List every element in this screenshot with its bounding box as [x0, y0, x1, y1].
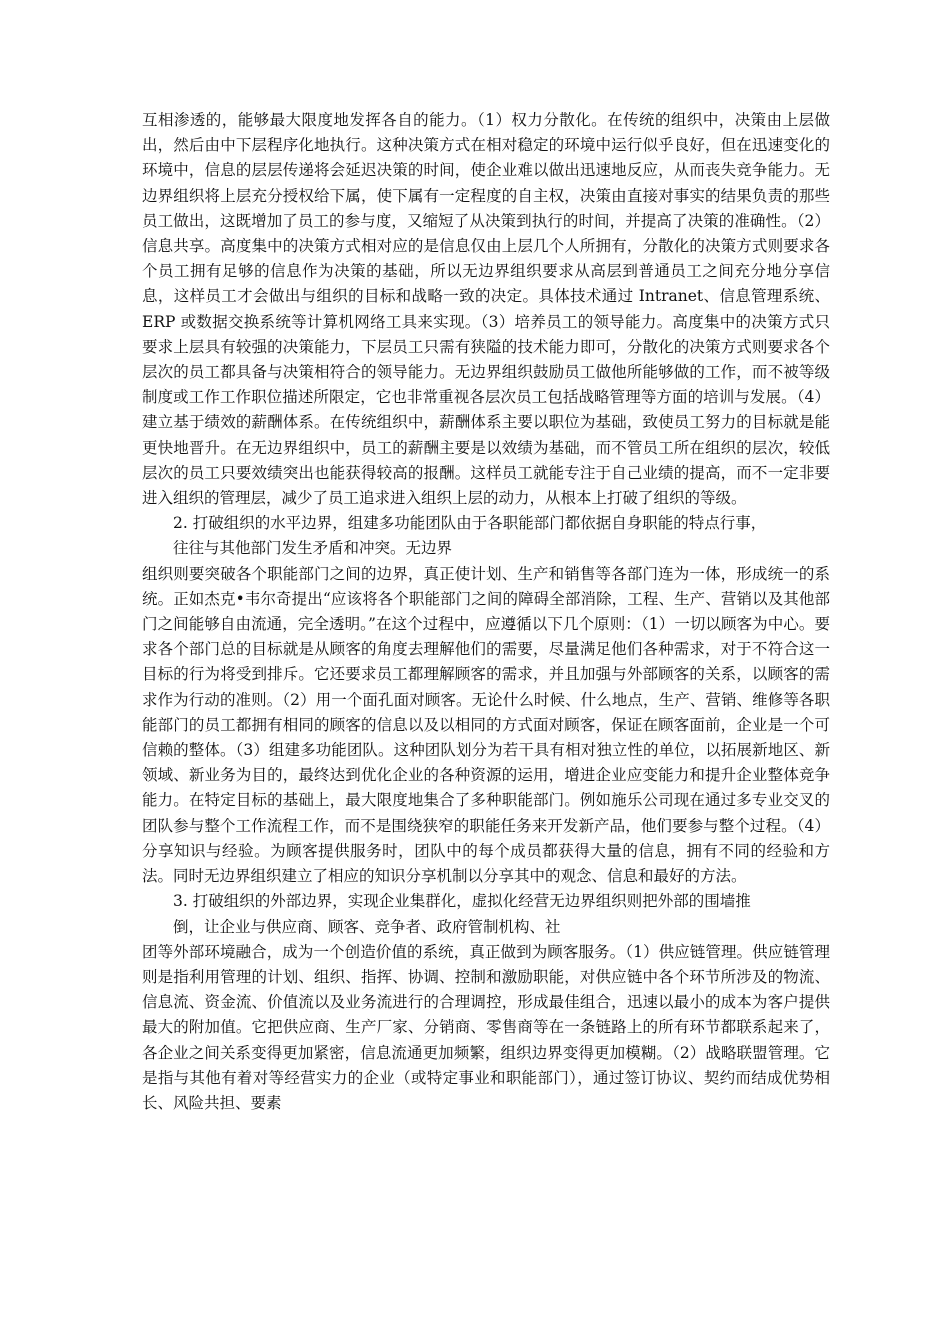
paragraph-1: 互相渗透的，能够最大限度地发挥各自的能力。（1）权力分散化。在传统的组织中，决策由上层做出，然后由中下层程序化地执行。这种决策方式在相对稳定的环境中运行似乎良好，但在迅速变化的环境中，信息的层层传递将会延迟决策的时间，使企业难以做出迅速地反应，从而丧失竞争能力。无边界组织将上层充分授权给下属，使下属有一定程度的自主权，决策由直接对事实的结果负责的那些员工做出，这既增加了员工的参与度，又缩短了从决策到执行的时间，并提高了决策的准确性。（2）信息共享。高度集中的决策方式相对应的是信息仅由上层几个人所拥有，分散化的决策方式则要求各个员工拥有足够的信息作为决策的基础，所以无边界组织要求从高层到普通员工之间充分地分享信息，这样员工才会做出与组织的目标和战略一致的决定。具体技术通过 Intranet、信息管理系统、ERP 或数据交换系统等计算机网络工具来实现。（3）培养员工的领导能力。高度集中的决策方式只要求上层具有较强的决策能力，下层员工只需有狭隘的技术能力即可，分散化的决策方式则要求各个层次的员工都具备与决策相符合的领导能力。无边界组织鼓励员工做他所能够做的工作，而不被等级制度或工作工作职位描述所限定，它也非常重视各层次员工包括战略管理等方面的培训与发展。（4）建立基于绩效的薪酬体系。在传统组织中，薪酬体系主要以职位为基础，致使员工努力的目标就是能更快地晋升。在无边界组织中，员工的薪酬主要是以效绩为基础，而不管员工所在组织的层次，较低层次的员工只要效绩突出也能获得较高的报酬。这样员工就能专注于自己业绩的提高，而不一定非要进入组织的管理层，减少了员工追求进入组织上层的动力，从根本上打破了组织的等级。 [142, 111, 830, 508]
section-heading-3 [142, 889, 830, 939]
section-heading-2 [142, 511, 830, 561]
section-heading-3-line-2: 倒，让企业与供应商、顾客、竞争者、政府管制机构、社 [173, 917, 561, 936]
document-page [142, 108, 830, 1116]
section-heading-2-line-2: 往往与其他部门发生矛盾和冲突。无边界 [173, 539, 453, 558]
paragraph-2: 组织则要突破各个职能部门之间的边界，真正使计划、生产和销售等各部门连为一体，形成统一的系统。正如杰克•韦尔奇提出“应该将各个职能部门之间的障碍全部消除，工程、生产、营销以及其他部门之间能够自由流通，完全透明。”在这个过程中，应遵循以下几个原则：（1）一切以顾客为中心。要求各个部门总的目标就是从顾客的角度去理解他们的需要，尽量满足他们各种需求，对于不符合这一目标的行为将受到排斥。它还要求员工都理解顾客的需求，并且加强与外部顾客的关系，以顾客的需求作为行动的准则。（2）用一个面孔面对顾客。无论什么时候、什么地点，生产、营销、维修等各职能部门的员工都拥有相同的顾客的信息以及以相同的方式面对顾客，保证在顾客面前，企业是一个可信赖的整体。（3）组建多功能团队。这种团队划分为若干具有相对独立性的单位，以拓展新地区、新领域、新业务为目的，最终达到优化企业的各种资源的运用，增进企业应变能力和提升企业整体竞争能力。在特定目标的基础上，最大限度地集合了多种职能部门。例如施乐公司现在通过多专业交叉的团队参与整个工作流程工作，而不是围绕狭窄的职能任务来开发新产品，他们要参与整个过程。（4）分享知识与经验。为顾客提供服务时，团队中的每个成员都获得大量的信息，拥有不同的经验和方法。同时无边界组织建立了相应的知识分享机制以分享其中的观念、信息和最好的方法。 [142, 564, 830, 886]
section-heading-2-line-1: 2. 打破组织的水平边界，组建多功能团队由于各职能部门都依据自身职能的特点行事， [173, 514, 767, 533]
section-heading-3-line-1: 3. 打破组织的外部边界，实现企业集群化，虚拟化经营无边界组织则把外部的围墙推 [173, 892, 751, 911]
paragraph-3: 团等外部环境融合，成为一个创造价值的系统，真正做到为顾客服务。（1）供应链管理。供应链管理则是指利用管理的计划、组织、指挥、协调、控制和激励职能，对供应链中各个环节所涉及的物流、信息流、资金流、价值流以及业务流进行的合理调控，形成最佳组合，迅速以最小的成本为客户提供最大的附加值。它把供应商、生产厂家、分销商、零售商等在一条链路上的所有环节都联系起来了，各企业之间关系变得更加紧密，信息流通更加频繁，组织边界变得更加模糊。（2）战略联盟管理。它是指与其他有着对等经营实力的企业（或特定事业和职能部门），通过签订协议、契约而结成优势相长、风险共担、要素 [142, 942, 830, 1112]
